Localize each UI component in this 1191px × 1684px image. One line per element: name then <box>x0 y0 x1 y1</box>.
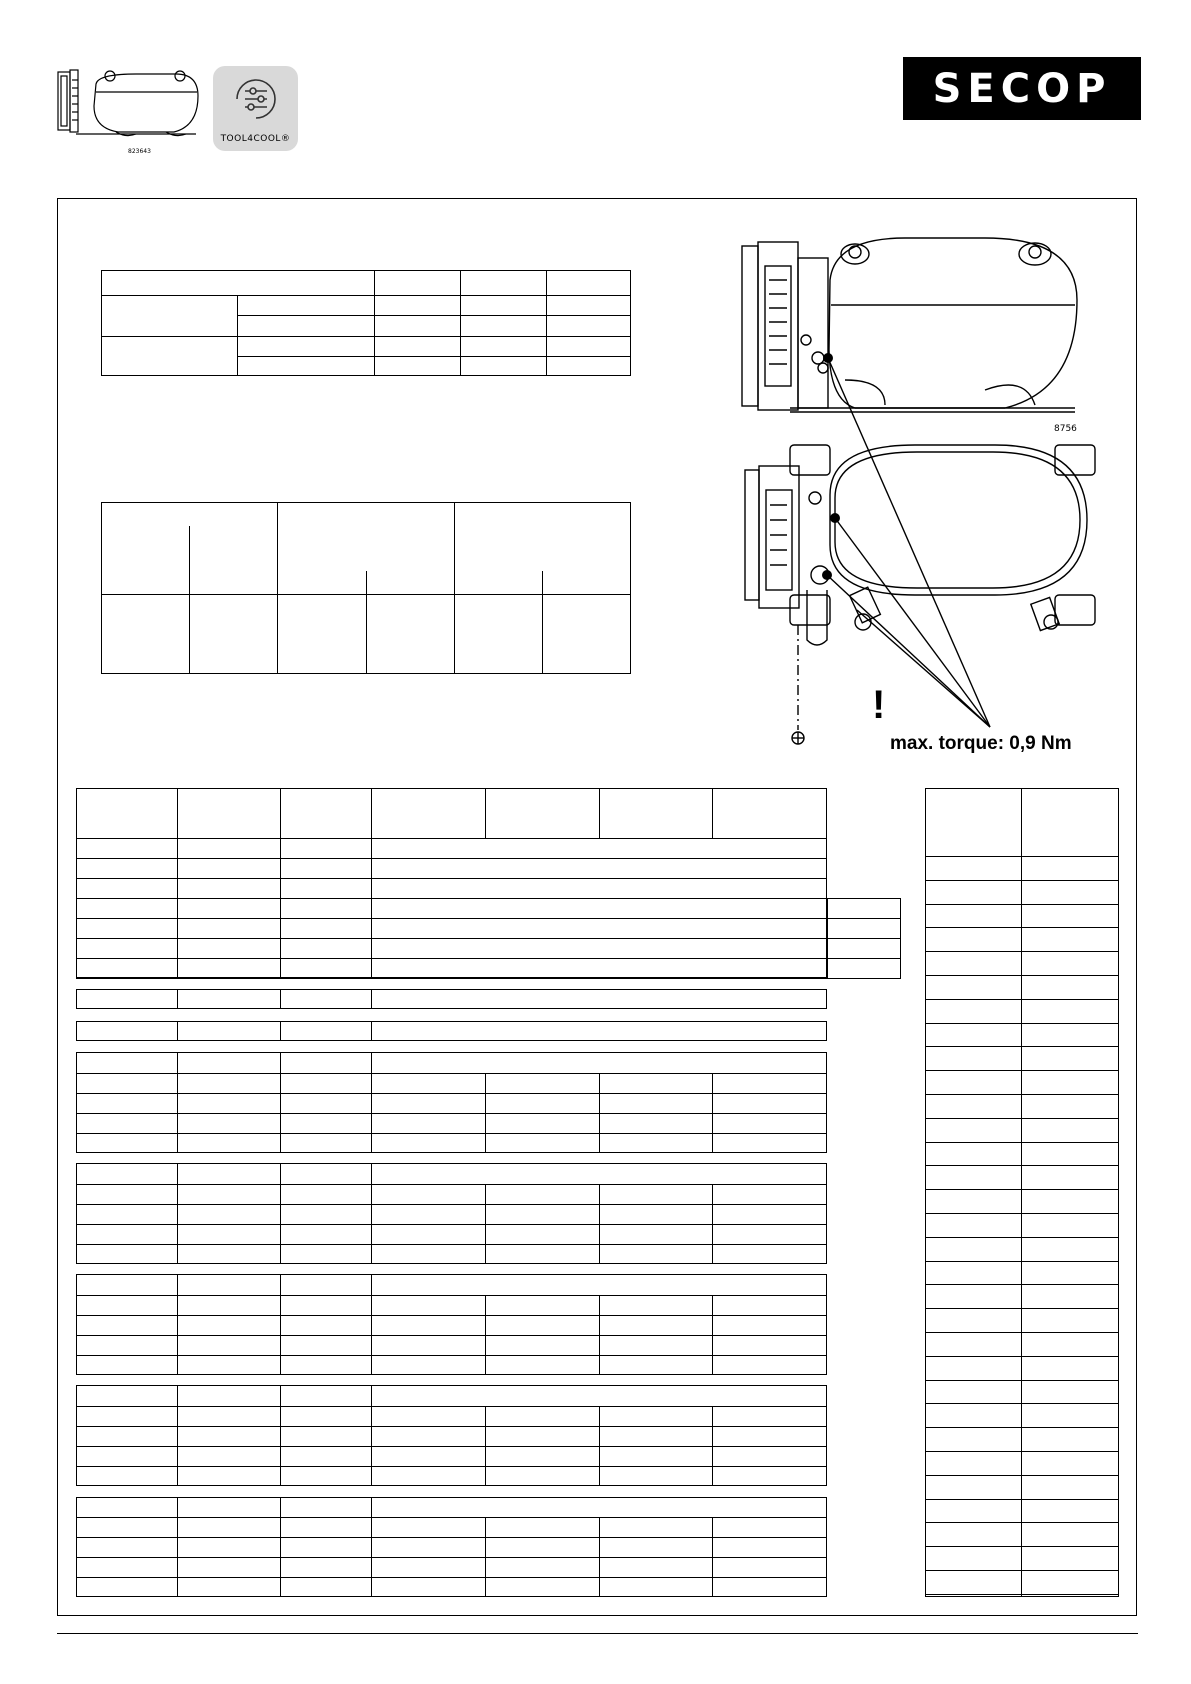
table-right-row-line <box>925 1070 1119 1071</box>
table-right-row-line <box>925 1094 1119 1095</box>
table-right-row-line <box>925 1403 1119 1404</box>
table-right-row-line <box>925 1165 1119 1166</box>
compressor-thumbnail <box>56 66 206 146</box>
table-right-row-line <box>925 1189 1119 1190</box>
table-right-row-line <box>925 1499 1119 1500</box>
table-right-row-line <box>925 1522 1119 1523</box>
table-right-row-line <box>925 1332 1119 1333</box>
table-right-row-line <box>925 1213 1119 1214</box>
settings-sliders-icon <box>231 74 281 124</box>
table-right-row-line <box>925 1142 1119 1143</box>
tool4cool-badge <box>213 66 298 151</box>
torque-label: max. torque: 0,9 Nm <box>890 733 1072 754</box>
table-right-row-line <box>925 1594 1119 1595</box>
table-right-row-line <box>925 951 1119 952</box>
table-right-row-line <box>925 1237 1119 1238</box>
brand-logo-text: SECOP <box>932 65 1112 112</box>
compressor-drawing <box>735 230 1115 760</box>
table-right-row-line <box>925 1546 1119 1547</box>
table-right-row-line <box>925 1427 1119 1428</box>
table-right-row-line <box>925 904 1119 905</box>
table-right-row-line <box>925 1023 1119 1024</box>
brand-logo <box>903 57 1141 120</box>
table-right-row-line <box>925 880 1119 881</box>
badge-label: TOOL4COOL® <box>220 134 291 144</box>
table-right-row-line <box>925 1261 1119 1262</box>
table-right-row-line <box>925 1308 1119 1309</box>
table-right-row-line <box>925 927 1119 928</box>
table-right-row-line <box>925 1451 1119 1452</box>
footer-divider <box>57 1633 1138 1634</box>
warning-symbol: ! <box>872 683 886 727</box>
table-right-row-line <box>925 1570 1119 1571</box>
table-right-row-line <box>925 1475 1119 1476</box>
drawing-number: 8756 <box>1054 424 1077 434</box>
table-right-row-line <box>925 975 1119 976</box>
table-right-row-line <box>925 1380 1119 1381</box>
table-right-row-line <box>925 1046 1119 1047</box>
table-right-row-line <box>925 856 1119 857</box>
table-right-row-line <box>925 999 1119 1000</box>
table-right-row-line <box>925 1118 1119 1119</box>
table-right-row-line <box>925 1284 1119 1285</box>
table-right-row-line <box>925 1356 1119 1357</box>
thumbnail-caption: 823643 <box>128 148 151 155</box>
